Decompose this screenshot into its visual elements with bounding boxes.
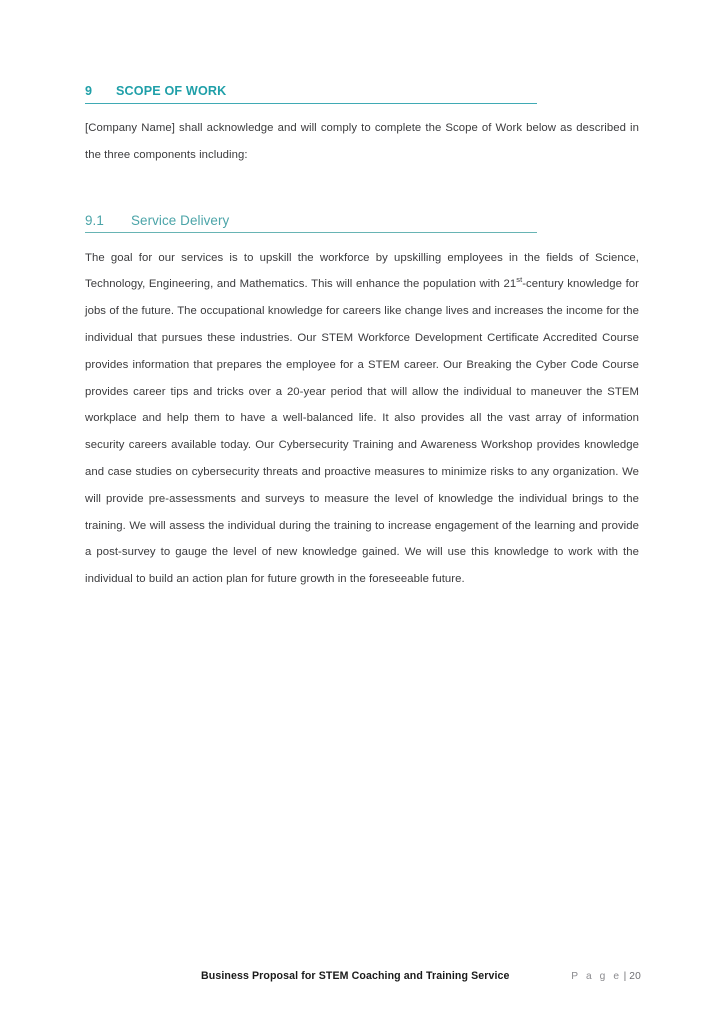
footer-document-title: Business Proposal for STEM Coaching and Training Service bbox=[201, 970, 510, 982]
section-heading bbox=[85, 84, 537, 99]
document-content bbox=[85, 84, 639, 593]
ordinal-superscript: st bbox=[516, 275, 523, 285]
subsection-body-paragraph bbox=[85, 245, 639, 593]
subsection-heading-block bbox=[85, 213, 537, 233]
body-text-part-1: The goal for our services is to upskill the workforce by upskilling employees in the fields of Science, Technology, Engineering, and Mathematics. This will enhance the population with 21 bbox=[85, 251, 639, 291]
subsection-heading bbox=[85, 213, 537, 229]
page-footer bbox=[0, 970, 724, 990]
footer-page-number: 20 bbox=[629, 971, 641, 982]
section-title: SCOPE OF WORK bbox=[116, 84, 227, 98]
body-text-part-2: -century knowledge for jobs of the future. The occupational knowledge for careers like change lives and increases the income for the individual that pursues these industries. Our STEM Workforce Development Certificate Accredited Course provides information that prepares the employee for a STEM career. Our Breaking the Cyber Code Course provides career tips and tricks over a 20-year period that will allow the individual to maneuver the STEM workplace and help them to have a well-balanced life. It also provides all the vast array of information security careers available today. Our Cybersecurity Training and Awareness Workshop provides knowledge and case studies on cybersecurity threats and proactive measures to minimize risks to any organization. We will provide pre-assessments and surveys to measure the level of knowledge the individual brings to the training. We will assess the individual during the training to increase engagement of the learning and provide a post-survey to gauge the level of new knowledge gained. We will use this knowledge to work with the individual to build an action plan for future growth in the foreseeable future. bbox=[85, 278, 639, 586]
section-heading-block bbox=[85, 84, 537, 104]
subsection-title: Service Delivery bbox=[131, 212, 230, 228]
footer-inner bbox=[201, 970, 641, 982]
footer-page-indicator bbox=[571, 971, 641, 982]
section-intro-paragraph: [Company Name] shall acknowledge and will comply to complete the Scope of Work below as described in the three components including: bbox=[85, 122, 639, 161]
section-number: 9 bbox=[85, 84, 93, 98]
footer-page-separator: | bbox=[623, 971, 627, 982]
subsection-number: 9.1 bbox=[85, 212, 104, 228]
footer-page-label: P a g e bbox=[571, 971, 622, 982]
